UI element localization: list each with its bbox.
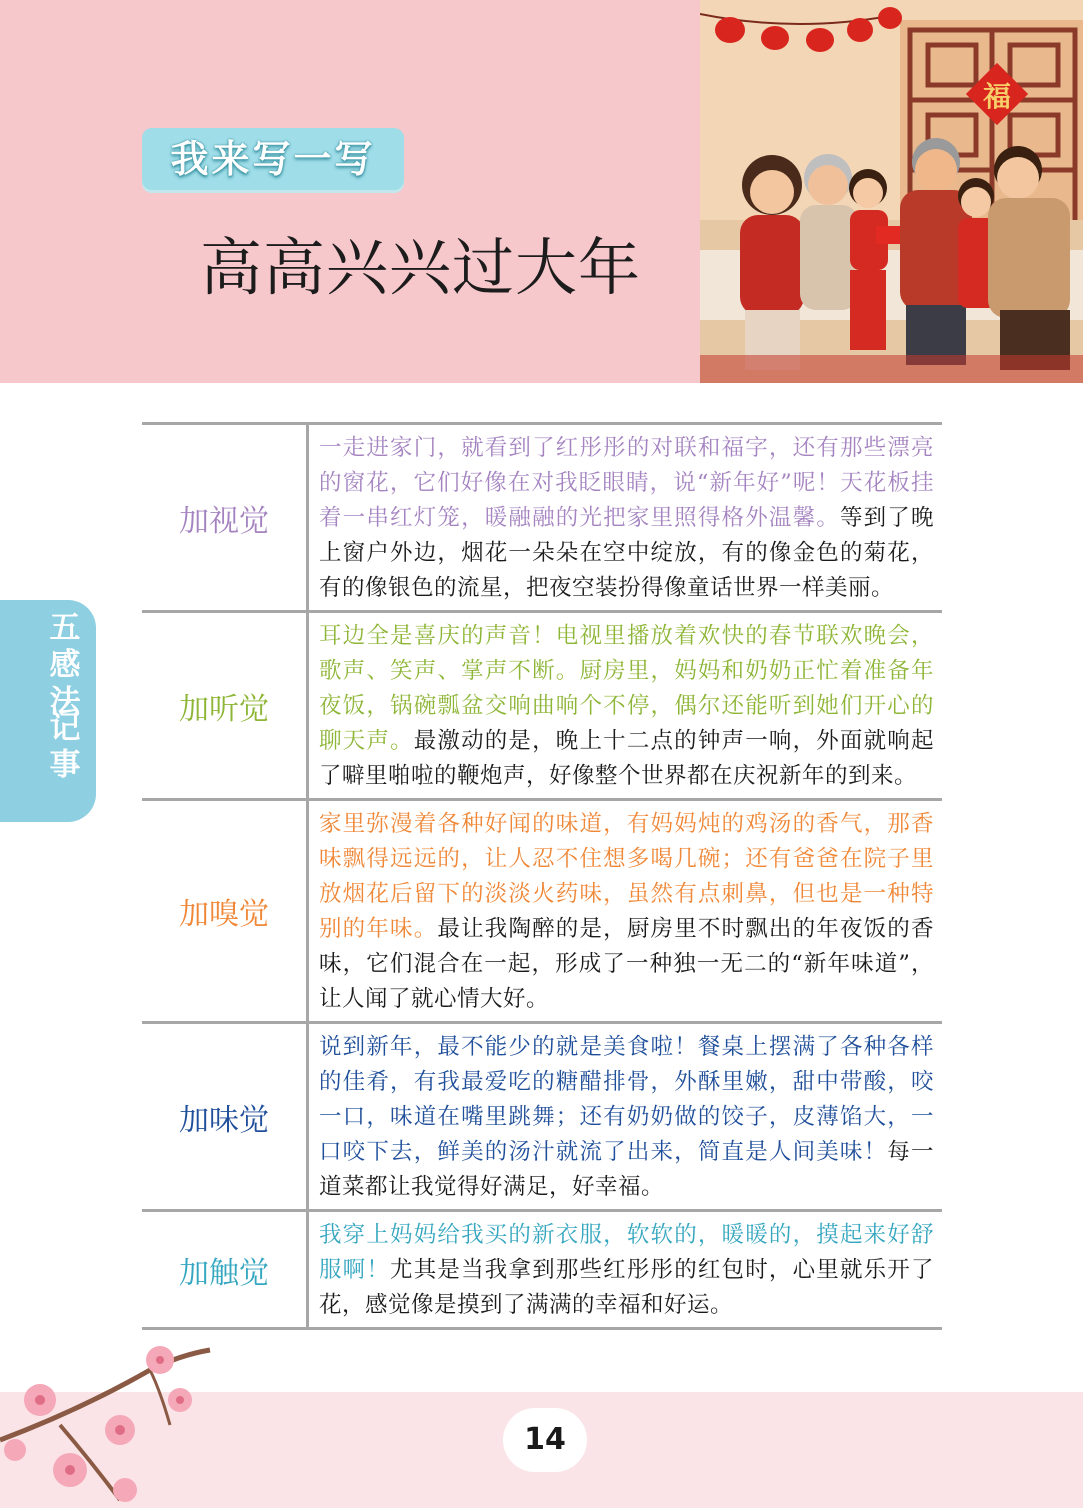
five-senses-table xyxy=(142,422,942,1330)
family-new-year-illustration xyxy=(700,0,1083,383)
row-label-taste: 加味觉 xyxy=(179,1102,269,1138)
row-text-colored: 我穿上妈妈给我买的新衣服，软软的，暖暖的，摸起来好舒服啊！ xyxy=(319,1222,934,1283)
section-badge-label: 我来写一写 xyxy=(170,136,376,181)
row-text-rest: 等到了晚上窗户外边，烟花一朵朵在空中绽放，有的像金色的菊花，有的像银色的流星，把夜空装扮得像童话世界一样美丽。 xyxy=(319,505,934,601)
table-row xyxy=(142,610,942,798)
row-text-rest: 每一道菜都让我觉得好满足，好幸福。 xyxy=(319,1139,934,1200)
row-text xyxy=(306,1024,942,1209)
row-text-colored: 一走进家门，就看到了红彤彤的对联和福字，还有那些漂亮的窗花，它们好像在对我眨眼睛，说“新年好”呢！天花板挂着一串红灯笼，暖融融的光把家里照得格外温馨。 xyxy=(319,435,934,531)
row-label-smell: 加嗅觉 xyxy=(179,897,269,932)
row-text-rest: 最让我陶醉的是，厨房里不时飘出的年夜饭的香味，它们混合在一起，形成了一种独一无二的“新年味道”，让人闻了就心情大好。 xyxy=(319,916,934,1012)
side-tab xyxy=(0,600,96,822)
table-row xyxy=(142,1209,942,1330)
row-text-colored: 耳边全是喜庆的声音！电视里播放着欢快的春节联欢晚会，歌声、笑声、掌声不断。厨房里，妈妈和奶奶正忙着准备年夜饭，锅碗瓢盆交响曲响个不停，偶尔还能听到她们开心的聊天声。 xyxy=(319,623,934,754)
row-text-colored: 说到新年，最不能少的就是美食啦！餐桌上摆满了各种各样的佳肴，有我最爱吃的糖醋排骨，外酥里嫩，甜中带酸，咬一口，味道在嘴里跳舞；还有奶奶做的饺子，皮薄馅大，一口咬下去，鲜美的汤汁就流了出来，简直是人间美味！ xyxy=(319,1034,934,1165)
page-number: 14 xyxy=(503,1408,587,1472)
row-label-hearing: 加听觉 xyxy=(179,691,269,727)
table-row xyxy=(142,422,942,610)
table-row xyxy=(142,1021,942,1209)
table-row xyxy=(142,798,942,1021)
side-tab-label-1: 五感法 xyxy=(49,610,81,720)
page-title: 高高兴兴过大年 xyxy=(200,231,642,304)
row-text-rest: 尤其是当我拿到那些红彤彤的红包时，心里就乐开了花，感觉像是摸到了满满的幸福和好运。 xyxy=(319,1257,934,1318)
peach-blossom-decoration xyxy=(0,1330,220,1508)
row-label-sight: 加视觉 xyxy=(179,503,269,539)
row-text xyxy=(306,613,942,798)
row-label-touch: 加触觉 xyxy=(179,1255,269,1291)
fu-sign-text: 福 xyxy=(982,80,1012,113)
row-text xyxy=(306,801,942,1021)
row-text xyxy=(306,425,942,610)
side-tab-label-2: 记事 xyxy=(49,710,81,783)
row-text-rest: 最激动的是，晚上十二点的钟声一响，外面就响起了噼里啪啦的鞭炮声，好像整个世界都在庆祝新年的到来。 xyxy=(319,728,934,789)
section-badge xyxy=(142,128,404,190)
row-text-colored: 家里弥漫着各种好闻的味道，有妈妈炖的鸡汤的香气，那香味飘得远远的，让人忍不住想多喝几碗；还有爸爸在院子里放烟花后留下的淡淡火药味，虽然有点刺鼻，但也是一种特别的年味。 xyxy=(319,811,934,942)
row-text xyxy=(306,1212,942,1327)
